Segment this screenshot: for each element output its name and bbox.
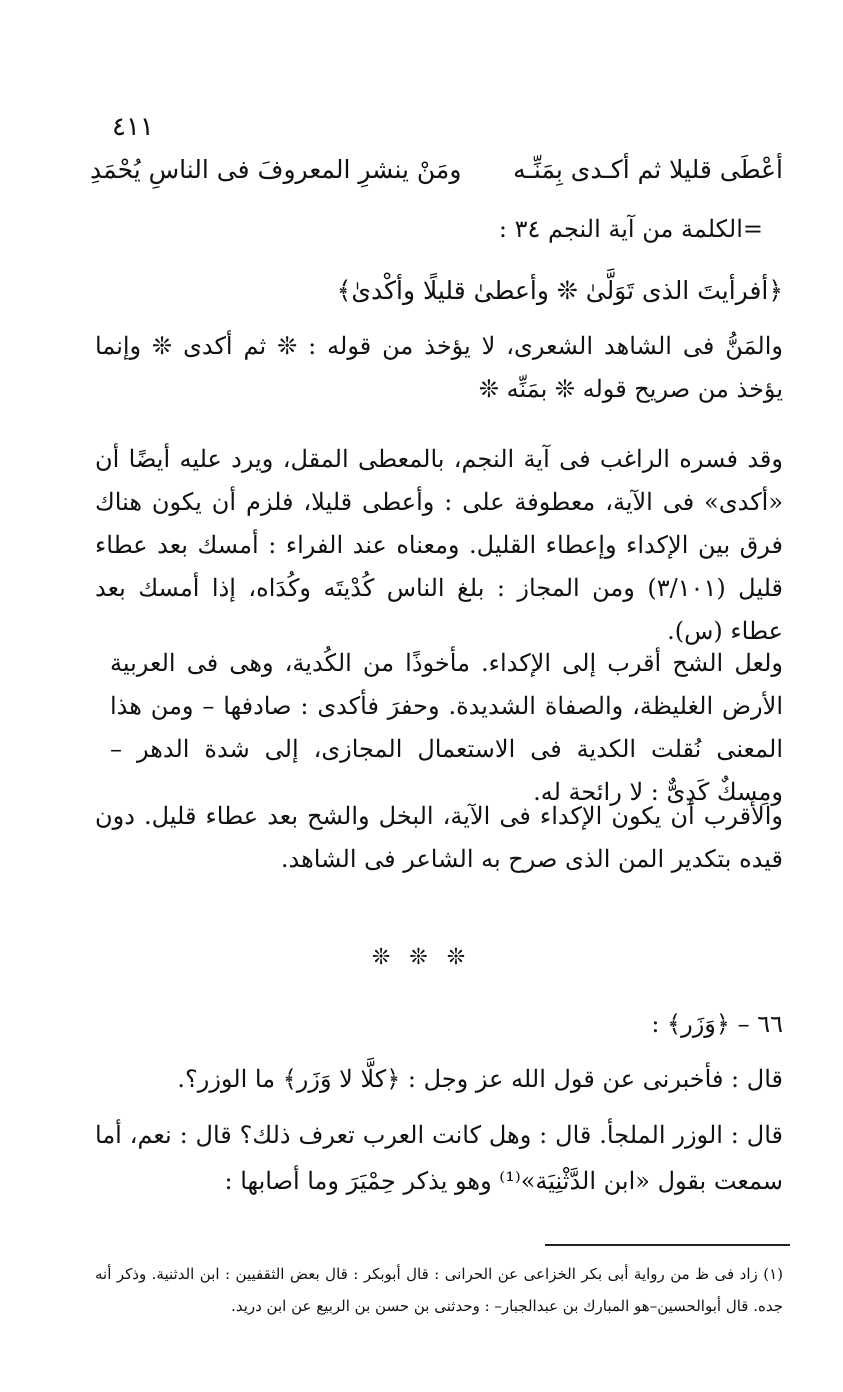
verse-hemistich-2: ومَنْ ينشرِ المعروفَ فى الناسِ يُحْمَدِ [90,155,462,184]
poetry-verse [90,155,783,205]
section-separator: ❊ ❊ ❊ [371,945,472,970]
section-heading: ٦٦ – ﴿وَزَر﴾ : [651,1010,783,1038]
paragraph-1: والمَنُّ فى الشاهد الشعرى، لا يؤخذ من قوله : ❊ ثم أكدى ❊ وإنما يؤخذ من صريح قوله ❊ بمَنِّه ❊ [95,332,783,403]
quran-quote: ﴿أفرأيتَ الذى تَوَلَّىٰ ❊ وأعطىٰ قليلًا وأكْدىٰ﴾ [336,276,783,305]
intro-line: =الكلمة من آية النجم ٣٤ : [498,215,763,243]
paragraph-3: ولعل الشح أقرب إلى الإكداء. مأخوذًا من الكُدية، وهى فى العربية الأرض الغليظة، والصفاة الشديدة. وحفرَ فأكدى : صادفها – ومن هذا المعنى نُقلت الكدية فى الاستعمال المجازى، إلى شدة الدهر – ومِسكٌ كَدِىٌّ : لا رائحة له. [110,649,783,806]
paragraph-2: وقد فسره الراغب فى آية النجم، بالمعطى المقل، ويرد عليه أيضًا أن «أكدى» فى الآية، معطوفة على : وأعطى قليلا، فلزم أن يكون هناك فرق بين الإكداء وإعطاء القليل. ومعناه عند الفراء : أمسك بعد عطاء قليل (٣/١٠١) ومن المجاز : بلغ الناس كُدْيتَه وكُدَاه، إذا أمسك بعد عطاء (س). [95,445,784,645]
paragraph-5: قال : فأخبرنى عن قول الله عز وجل : ﴿كلَّا لا وَزَر﴾ ما الوزر؟. [177,1065,783,1093]
verse-hemistich-1: أعْطَى قليلا ثم أكـدى بِمَنِّـه [513,155,783,184]
page-number: ٤١١ [112,112,154,142]
footnote-divider [545,1244,790,1246]
paragraph-4: والأقرب أن يكون الإكداء فى الآية، البخل والشح بعد عطاء قليل. دون قيده بتكدير المن الذى صرح به الشاعر فى الشاهد. [95,802,783,873]
paragraph-6: قال : الوزر الملجأ. قال : وهل كانت العرب تعرف ذلك؟ قال : نعم، أما سمعت بقول «ابن الدَّثْنِيَة»⁽¹⁾ وهو يذكر حِمْيَرَ وما أصابها : [95,1121,783,1195]
footnote: (١) زاد فى ظ من رواية أبى بكر الخزاعى عن الحرانى : قال أبوبكر : قال بعض الثقفيين : ابن الدثنية. وذكر أنه جده. قال أبوالحسين–هو المبارك بن عبدالجبار– : وحدثنى بن حسن بن الربيع عن ابن دريد. [95,1265,783,1315]
